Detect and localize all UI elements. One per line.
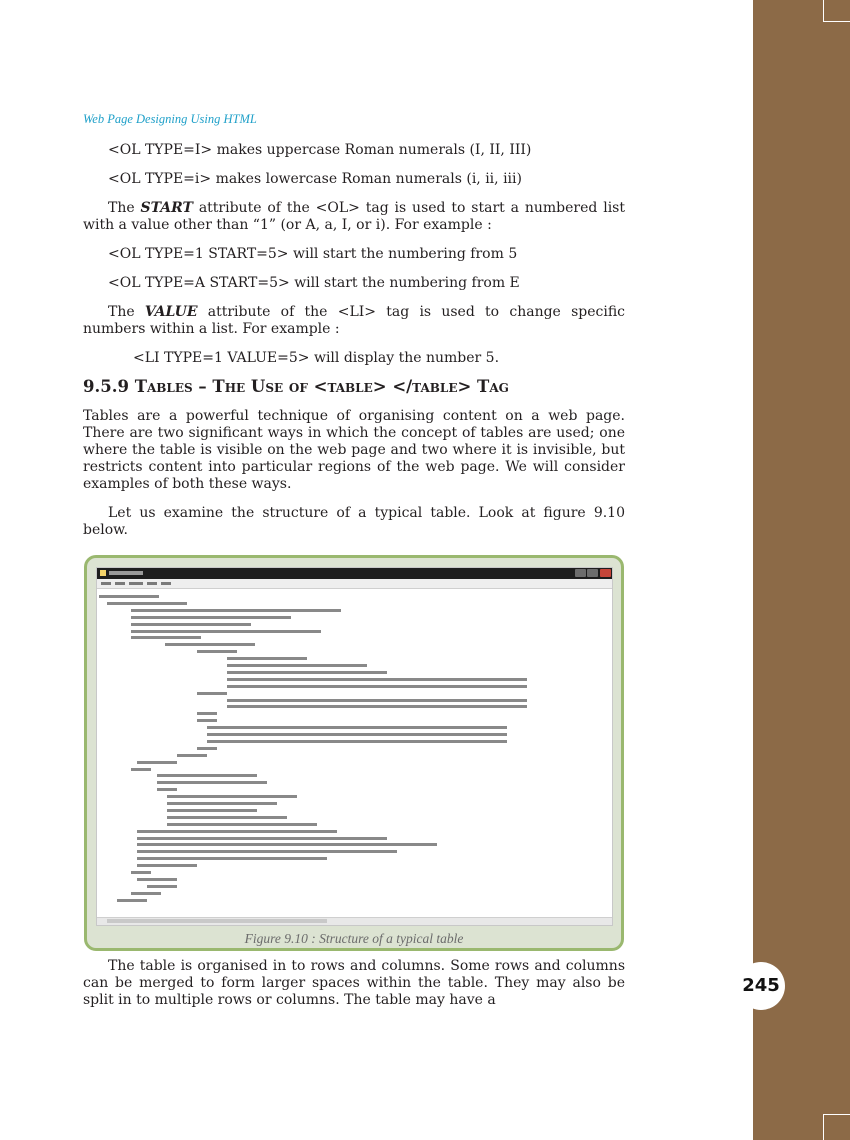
code-line: [131, 609, 341, 612]
code-line: [107, 602, 187, 605]
section-heading: [83, 377, 625, 397]
heading-part: table: [412, 377, 458, 396]
paragraph-tables-intro: Tables are a powerful technique of organising content on a web page. There are two significant ways in which the concept of tables are used; one where the table is visible on the web page and two where it is invisible, but restricts content into particular regions of the web page. We will consider examples of both these ways.: [83, 408, 625, 492]
text: The: [108, 200, 141, 216]
heading-part: U: [245, 377, 266, 396]
code-line: [197, 650, 237, 653]
menu-help-placeholder: [161, 582, 171, 585]
code-line: [131, 636, 201, 639]
code-line: [167, 823, 317, 826]
page-number: 245: [737, 962, 785, 1010]
notepad-icon: [100, 570, 106, 576]
paragraph-start-example-2: <OL TYPE=A START=5> will start the numbering from E: [108, 275, 520, 291]
paragraph-rows-columns: The table is organised in to rows and columns. Some rows and columns can be merged to form larger spaces within the table. They may also be split in to multiple rows or columns. The table may have a: [83, 958, 625, 1008]
code-line: [157, 788, 177, 791]
paragraph-ol-lower-roman: <OL TYPE=i> makes lowercase Roman numerals (i, ii, iii): [108, 171, 522, 187]
scrollbar-thumb: [107, 919, 327, 923]
heading-part: he: [224, 377, 246, 396]
close-icon: [600, 569, 611, 577]
running-head: Web Page Designing Using HTML: [83, 112, 257, 126]
code-line: [147, 885, 177, 888]
code-line: [137, 837, 387, 840]
heading-number: 9.5.9: [83, 377, 135, 396]
code-line: [197, 692, 227, 695]
code-line: [167, 809, 257, 812]
crop-mark-top: [823, 0, 850, 22]
code-line: [99, 595, 159, 598]
heading-part: ag: [489, 377, 509, 396]
code-text-area: [97, 589, 612, 911]
code-line: [207, 726, 507, 729]
figure-9-10: [84, 555, 624, 951]
menu-edit-placeholder: [115, 582, 125, 585]
heading-part: T: [134, 377, 147, 396]
code-line: [207, 733, 507, 736]
code-line: [197, 719, 217, 722]
menu-view-placeholder: [147, 582, 157, 585]
code-line: [131, 871, 151, 874]
code-line: [137, 850, 397, 853]
paragraph-value-example: <LI TYPE=1 VALUE=5> will display the number 5.: [133, 350, 500, 366]
code-line: [165, 643, 255, 646]
code-line: [227, 664, 367, 667]
code-line: [207, 740, 507, 743]
heading-part: > T: [457, 377, 490, 396]
code-line: [157, 781, 267, 784]
code-line: [137, 878, 177, 881]
menu-format-placeholder: [129, 582, 143, 585]
menu-file-placeholder: [101, 582, 111, 585]
notepad-screenshot: [96, 567, 613, 926]
paragraph-start-attribute: [83, 200, 625, 234]
code-line: [227, 705, 527, 708]
code-line: [137, 761, 177, 764]
code-line: [137, 843, 437, 846]
maximize-icon: [587, 569, 598, 577]
code-line: [167, 802, 277, 805]
heading-part: se of: [265, 377, 308, 396]
heading-part: – T: [192, 377, 225, 396]
bottom-paragraph: [83, 958, 625, 1009]
paragraph-ol-upper-roman: <OL TYPE=I> makes uppercase Roman numerals (I, II, III): [108, 142, 532, 158]
code-line: [197, 747, 217, 750]
minimize-icon: [575, 569, 586, 577]
paragraph-value-attribute: [83, 304, 625, 338]
code-line: [227, 685, 527, 688]
code-line: [167, 816, 287, 819]
code-line: [131, 623, 251, 626]
paragraph-start-example-1: <OL TYPE=1 START=5> will start the numbering from 5: [108, 246, 518, 262]
code-line: [197, 712, 217, 715]
heading-part: table: [327, 377, 373, 396]
horizontal-scrollbar: [97, 917, 612, 925]
keyword-start: START: [140, 200, 193, 216]
code-line: [157, 774, 257, 777]
text: The: [108, 304, 145, 320]
code-line: [137, 864, 197, 867]
window-menubar: [97, 579, 612, 589]
code-line: [131, 768, 151, 771]
crop-mark-bottom: [823, 1114, 850, 1140]
text: attribute of the <LI> tag is used to change specific numbers within a list. For example :: [83, 304, 626, 337]
code-line: [167, 795, 297, 798]
text: attribute of the <OL> tag is used to start a numbered list with a value other than “1” (or A, a, I, or i). For example :: [83, 200, 625, 233]
figure-caption: Figure 9.10 : Structure of a typical table: [244, 931, 464, 946]
code-line: [137, 830, 337, 833]
main-content: [83, 142, 625, 551]
window-titlebar: [97, 568, 612, 579]
heading-part: ables: [146, 377, 193, 396]
code-line: [227, 657, 307, 660]
code-line: [177, 754, 207, 757]
code-line: [227, 678, 527, 681]
heading-part: > </: [372, 377, 413, 396]
code-line: [137, 857, 327, 860]
code-line: [131, 616, 291, 619]
code-line: [117, 899, 147, 902]
code-line: [131, 892, 161, 895]
keyword-value: VALUE: [144, 304, 198, 320]
paragraph-examine-structure: Let us examine the structure of a typical table. Look at figure 9.10 below.: [83, 505, 625, 538]
code-line: [227, 671, 387, 674]
code-line: [227, 699, 527, 702]
window-title-placeholder: [109, 571, 143, 575]
code-line: [131, 630, 321, 633]
heading-part: <: [307, 377, 328, 396]
